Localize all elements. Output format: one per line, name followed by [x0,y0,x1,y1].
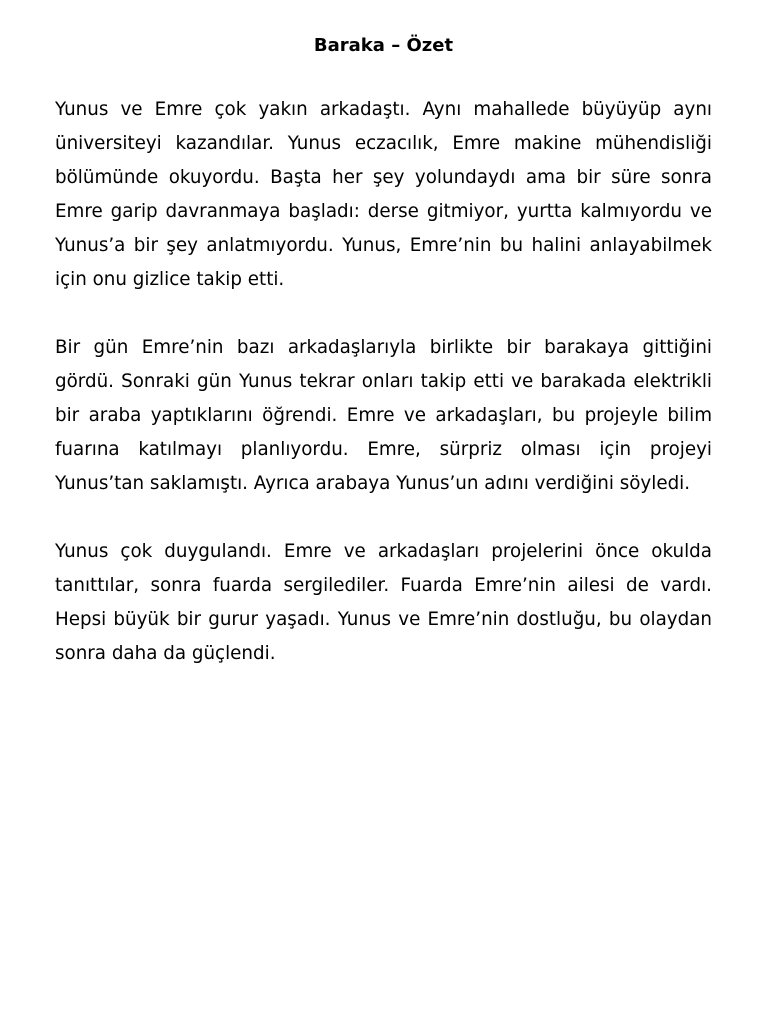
paragraph-1: Yunus ve Emre çok yakın arkadaştı. Aynı mahallede büyüyüp aynı üniversiteyi kazandılar. Yunus eczacılık, Emre makine mühendisliği bölümünde okuyordu. Başta her şey yolundaydı ama bir süre sonra Emre garip davranmaya başladı: derse gitmiyor, yurtta kalmıyordu ve Yunus’a bir şey anlatmıyordu. Yunus, Emre’nin bu halini anlayabilmek için onu gizlice takip etti. [55,99,712,290]
paragraph-3: Yunus çok duygulandı. Emre ve arkadaşları projelerini önce okulda tanıttılar, sonra fuarda sergilediler. Fuarda Emre’nin ailesi de vardı. Hepsi büyük bir gurur yaşadı. Yunus ve Emre’nin dostluğu, bu olaydan sonra daha da güçlendi. [55,541,712,664]
document-title: Baraka – Özet [313,35,454,56]
document-body [55,93,712,671]
paragraph-2: Bir gün Emre’nin bazı arkadaşlarıyla birlikte bir barakaya gittiğini gördü. Sonraki gün Yunus tekrar onları takip etti ve barakada elektrikli bir araba yaptıklarını öğrendi. Emre ve arkadaşları, bu projeyle bilim fuarına katılmayı planlıyordu. Emre, sürpriz olması için projeyi Yunus’tan saklamıştı. Ayrıca arabaya Yunus’un adını verdiğini söyledi. [55,337,712,494]
